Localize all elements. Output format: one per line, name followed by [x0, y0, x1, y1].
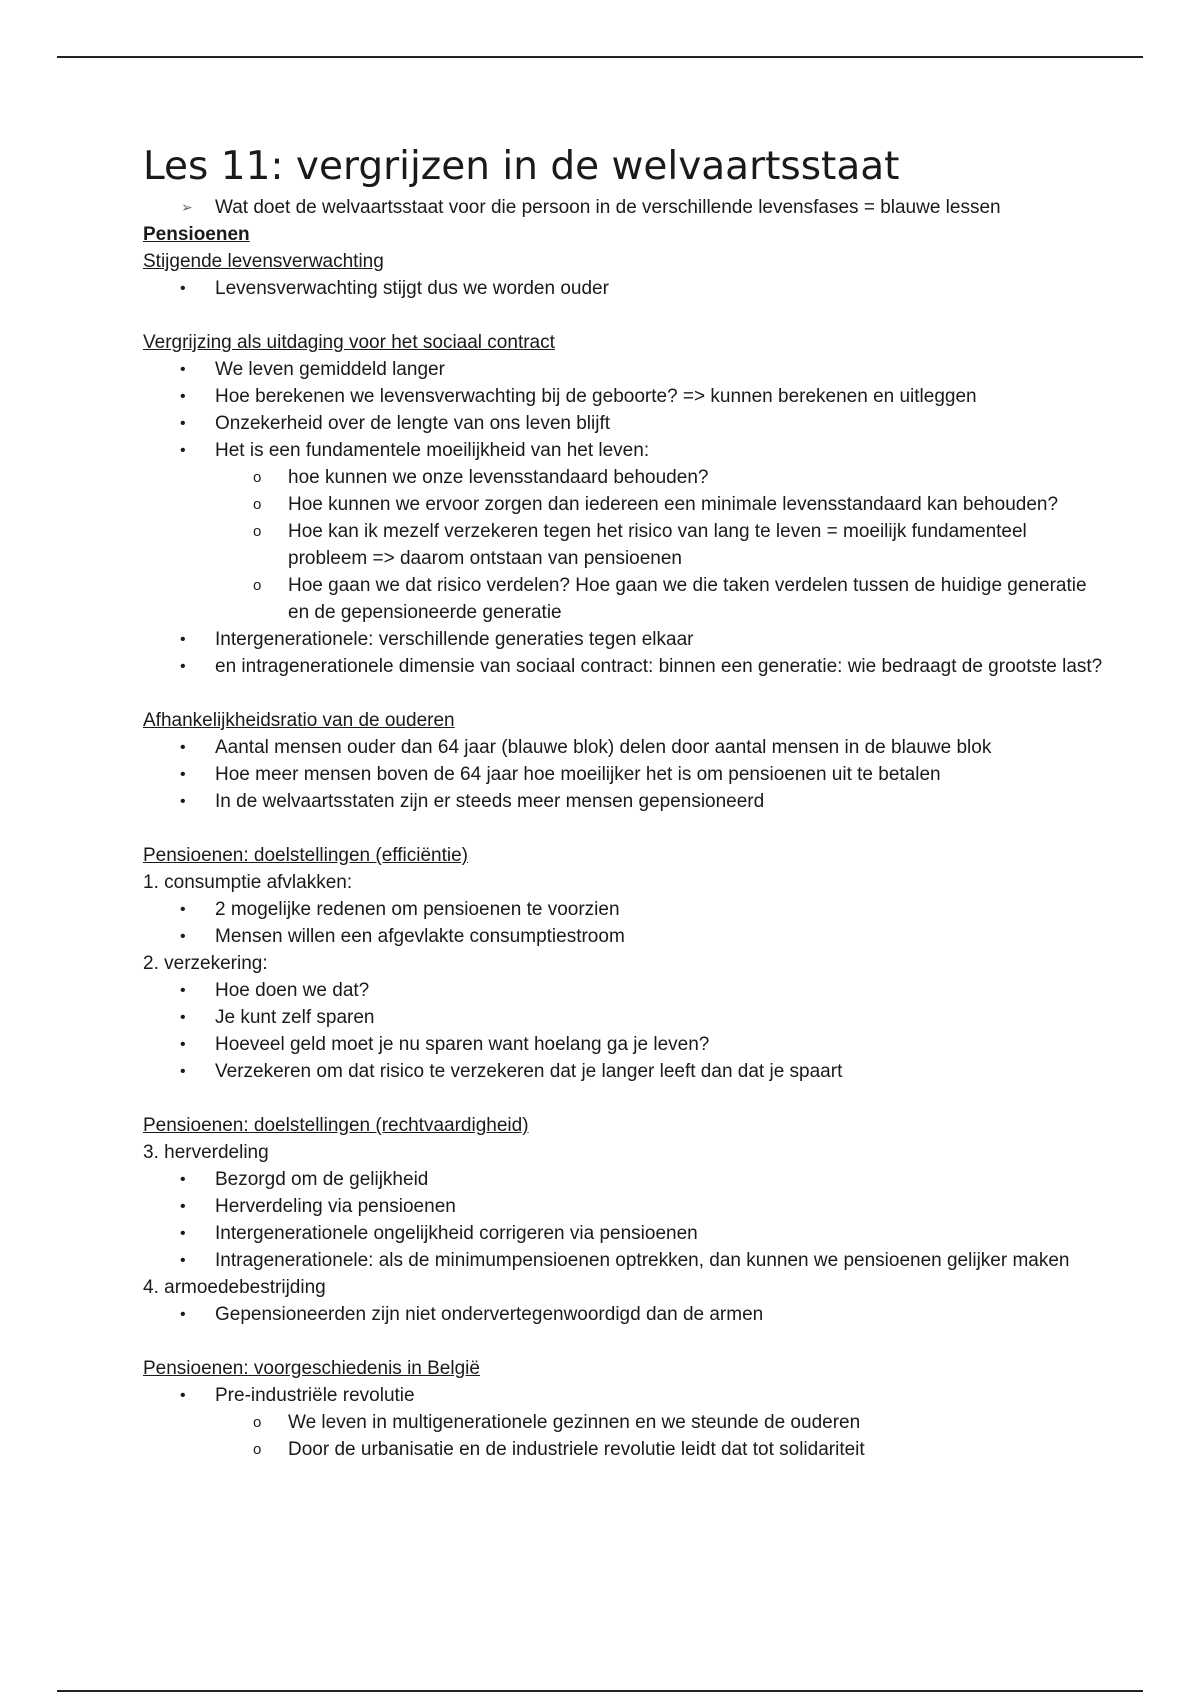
intro-list [143, 194, 1103, 221]
bullet-list [143, 626, 1103, 680]
list-item: • Verzekeren om dat risico te verzekeren dat je langer leeft dan dat je spaart [143, 1058, 1103, 1085]
sub-bullet-list [143, 1409, 1103, 1463]
sub-list-item: o Door de urbanisatie en de industriele revolutie leidt dat tot solidariteit [143, 1436, 1103, 1463]
list-item: • Levensverwachting stijgt dus we worden ouder [143, 275, 1103, 302]
subsection-heading: Pensioenen: voorgeschiedenis in België [143, 1358, 480, 1379]
circle-bullet-icon: o [253, 523, 262, 540]
list-item: • Aantal mensen ouder dan 64 jaar (blauwe blok) delen door aantal mensen in de blauwe blok [143, 734, 1103, 761]
numbered-label: 4. armoedebestrijding [143, 1277, 326, 1298]
footer-rule [57, 1690, 1143, 1692]
numbered-label: 3. herverdeling [143, 1142, 269, 1163]
spacer [143, 302, 1103, 329]
bullet-icon: • [180, 1063, 186, 1080]
sub-list-item: o Hoe gaan we dat risico verdelen? Hoe gaan we die taken verdelen tussen de huidige generatie en de gepensioneerde generatie [143, 572, 1103, 626]
bullet-icon: • [180, 1036, 186, 1053]
bullet-list [143, 1382, 1103, 1409]
bullet-icon: • [180, 1306, 186, 1323]
spacer [143, 680, 1103, 707]
bullet-list [143, 275, 1103, 302]
list-item: • en intragenerationele dimensie van sociaal contract: binnen een generatie: wie bedraagt de grootste last? [143, 653, 1103, 680]
list-item: • Je kunt zelf sparen [143, 1004, 1103, 1031]
circle-bullet-icon: o [253, 1441, 262, 1458]
list-item: • 2 mogelijke redenen om pensioenen te voorzien [143, 896, 1103, 923]
spacer [143, 815, 1103, 842]
bullet-icon: • [180, 1387, 186, 1404]
bullet-icon: • [180, 766, 186, 783]
bullet-list [143, 1301, 1103, 1328]
bullet-icon: • [180, 793, 186, 810]
list-item: • Bezorgd om de gelijkheid [143, 1166, 1103, 1193]
circle-bullet-icon: o [253, 469, 262, 486]
bullet-icon: • [180, 388, 186, 405]
subsection-heading: Stijgende levensverwachting [143, 251, 384, 272]
bullet-icon: • [180, 901, 186, 918]
subsection-heading: Vergrijzing als uitdaging voor het sociaal contract [143, 332, 555, 353]
list-item: • Het is een fundamentele moeilijkheid van het leven: [143, 437, 1103, 464]
bullet-icon: • [180, 1171, 186, 1188]
sub-list-item: o Hoe kan ik mezelf verzekeren tegen het risico van lang te leven = moeilijk fundamenteel probleem => daarom ontstaan van pensioenen [143, 518, 1103, 572]
list-item: • Onzekerheid over de lengte van ons leven blijft [143, 410, 1103, 437]
sub-bullet-list [143, 464, 1103, 626]
list-item: • Mensen willen een afgevlakte consumptiestroom [143, 923, 1103, 950]
numbered-label: 1. consumptie afvlakken: [143, 872, 353, 893]
list-item: • Pre-industriële revolutie [143, 1382, 1103, 1409]
circle-bullet-icon: o [253, 496, 262, 513]
list-item: • Hoe meer mensen boven de 64 jaar hoe moeilijker het is om pensioenen uit te betalen [143, 761, 1103, 788]
list-item: • Hoe berekenen we levensverwachting bij de geboorte? => kunnen berekenen en uitleggen [143, 383, 1103, 410]
sub-list-item: o hoe kunnen we onze levensstandaard behouden? [143, 464, 1103, 491]
list-item: • Intragenerationele: als de minimumpensioenen optrekken, dan kunnen we pensioenen gelijker maken [143, 1247, 1103, 1274]
section-heading: Pensioenen [143, 224, 250, 245]
list-item: • Intergenerationele ongelijkheid corrigeren via pensioenen [143, 1220, 1103, 1247]
bullet-icon: • [180, 1252, 186, 1269]
sub-list-item: o We leven in multigenerationele gezinnen en we steunde de ouderen [143, 1409, 1103, 1436]
bullet-list [143, 356, 1103, 464]
subsection-heading: Afhankelijkheidsratio van de ouderen [143, 710, 455, 731]
list-item: • Herverdeling via pensioenen [143, 1193, 1103, 1220]
spacer [143, 1085, 1103, 1112]
spacer [143, 1328, 1103, 1355]
bullet-icon: • [180, 442, 186, 459]
document-body [143, 142, 1103, 1463]
page-title: Les 11: vergrijzen in de welvaartsstaat [143, 144, 900, 189]
bullet-list [143, 977, 1103, 1085]
bullet-icon: • [180, 1009, 186, 1026]
bullet-icon: • [180, 658, 186, 675]
numbered-label: 2. verzekering: [143, 953, 268, 974]
header-rule [57, 56, 1143, 58]
bullet-icon: • [180, 631, 186, 648]
bullet-icon: • [180, 280, 186, 297]
list-item: • Intergenerationele: verschillende generaties tegen elkaar [143, 626, 1103, 653]
subsection-heading: Pensioenen: doelstellingen (rechtvaardigheid) [143, 1115, 529, 1136]
list-item: • Gepensioneerden zijn niet ondervertegenwoordigd dan de armen [143, 1301, 1103, 1328]
bullet-icon: • [180, 361, 186, 378]
list-item: • Hoeveel geld moet je nu sparen want hoelang ga je leven? [143, 1031, 1103, 1058]
bullet-list [143, 1166, 1103, 1274]
bullet-icon: • [180, 739, 186, 756]
list-item: • We leven gemiddeld langer [143, 356, 1103, 383]
bullet-icon: • [180, 1225, 186, 1242]
bullet-icon: • [180, 1198, 186, 1215]
bullet-icon: • [180, 928, 186, 945]
bullet-list [143, 734, 1103, 815]
bullet-icon: • [180, 415, 186, 432]
arrow-bullet-icon: ➢ [181, 199, 193, 215]
list-item: • In de welvaartsstaten zijn er steeds meer mensen gepensioneerd [143, 788, 1103, 815]
subsection-heading: Pensioenen: doelstellingen (efficiëntie) [143, 845, 468, 866]
bullet-list [143, 896, 1103, 950]
list-item: ➢ Wat doet de welvaartsstaat voor die persoon in de verschillende levensfases = blauwe lessen [143, 194, 1103, 221]
circle-bullet-icon: o [253, 577, 262, 594]
circle-bullet-icon: o [253, 1414, 262, 1431]
sub-list-item: o Hoe kunnen we ervoor zorgen dan iedereen een minimale levensstandaard kan behouden? [143, 491, 1103, 518]
list-item: • Hoe doen we dat? [143, 977, 1103, 1004]
bullet-icon: • [180, 982, 186, 999]
